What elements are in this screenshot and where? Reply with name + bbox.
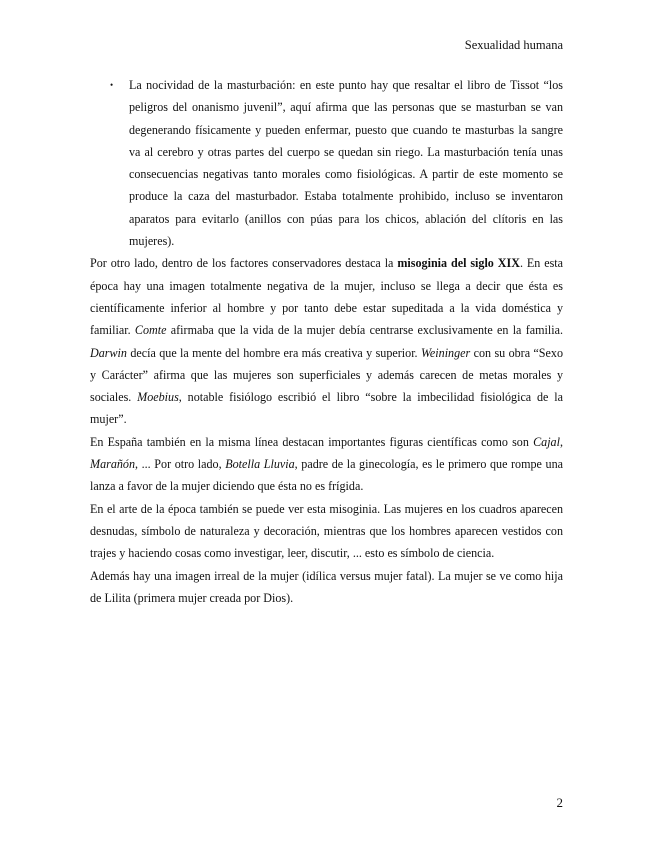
page-number: 2 xyxy=(556,795,563,810)
italic-name: Comte xyxy=(134,323,167,338)
bullet-paragraph xyxy=(90,74,563,252)
paragraph-misoginia xyxy=(90,252,563,430)
bullet-icon: • xyxy=(110,80,114,90)
italic-name: Darwin xyxy=(90,345,127,360)
paragraph-text: La nocividad de la masturbación: en este punto hay que resaltar el libro de Tissot “los peligros del onanismo juvenil”, aquí afirma que las personas que se masturban se van degenerando físicamente y pueden enfermar, puesto que cuando te masturbas la sangre va al cerebro y otras partes del cuerpo se quedan sin riego. La masturbación tenía unas consecuencias negativas tanto morales como fisiológicas. A partir de este momento se produce la caza del masturbador. Estaba totalmente prohibido, incluso se inventaron aparatos para evitarlo (anillos con púas para los chicos, ablación del clítoris en las mujeres). xyxy=(129,78,563,249)
paragraph-espana xyxy=(90,431,563,498)
text-run: con su obra “Sexo y Carácter” afirma que las mujeres son superficiales y además carecen de metas morales y sociales. xyxy=(90,345,563,405)
text-run: afirmaba que la vida de la mujer debía centrarse exclusivamente en la familia. xyxy=(166,323,563,338)
text-run: , xyxy=(559,434,563,449)
text-run: , ... Por otro lado, xyxy=(135,457,226,472)
text-run: . En esta época hay una imagen totalmente negativa de la mujer, incluso se llega a decir que ésta es científicamente inferior al hombre y por tanto debe estar supeditada a la vida doméstica y familiar. xyxy=(90,256,564,338)
bold-term: misoginia del siglo XIX xyxy=(397,256,520,271)
italic-name: Moebius xyxy=(137,390,179,405)
paragraph-lilita: Además hay una imagen irreal de la mujer (idílica versus mujer fatal). La mujer se ve como hija de Lilita (primera mujer creada por Dios). xyxy=(90,568,563,605)
text-run: Por otro lado, dentro de los factores conservadores destaca la xyxy=(90,256,398,271)
italic-name: Weininger xyxy=(420,345,471,360)
paragraph-arte: En el arte de la época también se puede ver esta misoginia. Las mujeres en los cuadros aparecen desnudas, símbolo de naturaleza y decoración, mientras que los hombres aparecen vestidos con trajes y haciendo cosas como investigar, leer, discutir, ... esto es símbolo de ciencia. xyxy=(90,501,563,561)
running-header: Sexualidad humana xyxy=(464,38,563,52)
italic-name: Botella Lluvia xyxy=(225,457,295,472)
text-run: decía que la mente del hombre era más creativa y superior. xyxy=(126,345,421,360)
text-run: En España también en la misma línea destacan importantes figuras científicas como son xyxy=(90,434,534,449)
italic-name: Marañón xyxy=(90,457,136,472)
document-body xyxy=(90,74,563,609)
italic-name: Cajal xyxy=(533,434,560,449)
text-run: , notable fisiólogo escribió el libro “sobre la imbecilidad fisiológica de la mujer”. xyxy=(90,390,563,427)
text-run: , padre de la ginecología, es le primero que rompe una lanza a favor de la mujer diciendo que ésta no es frígida. xyxy=(90,457,563,494)
